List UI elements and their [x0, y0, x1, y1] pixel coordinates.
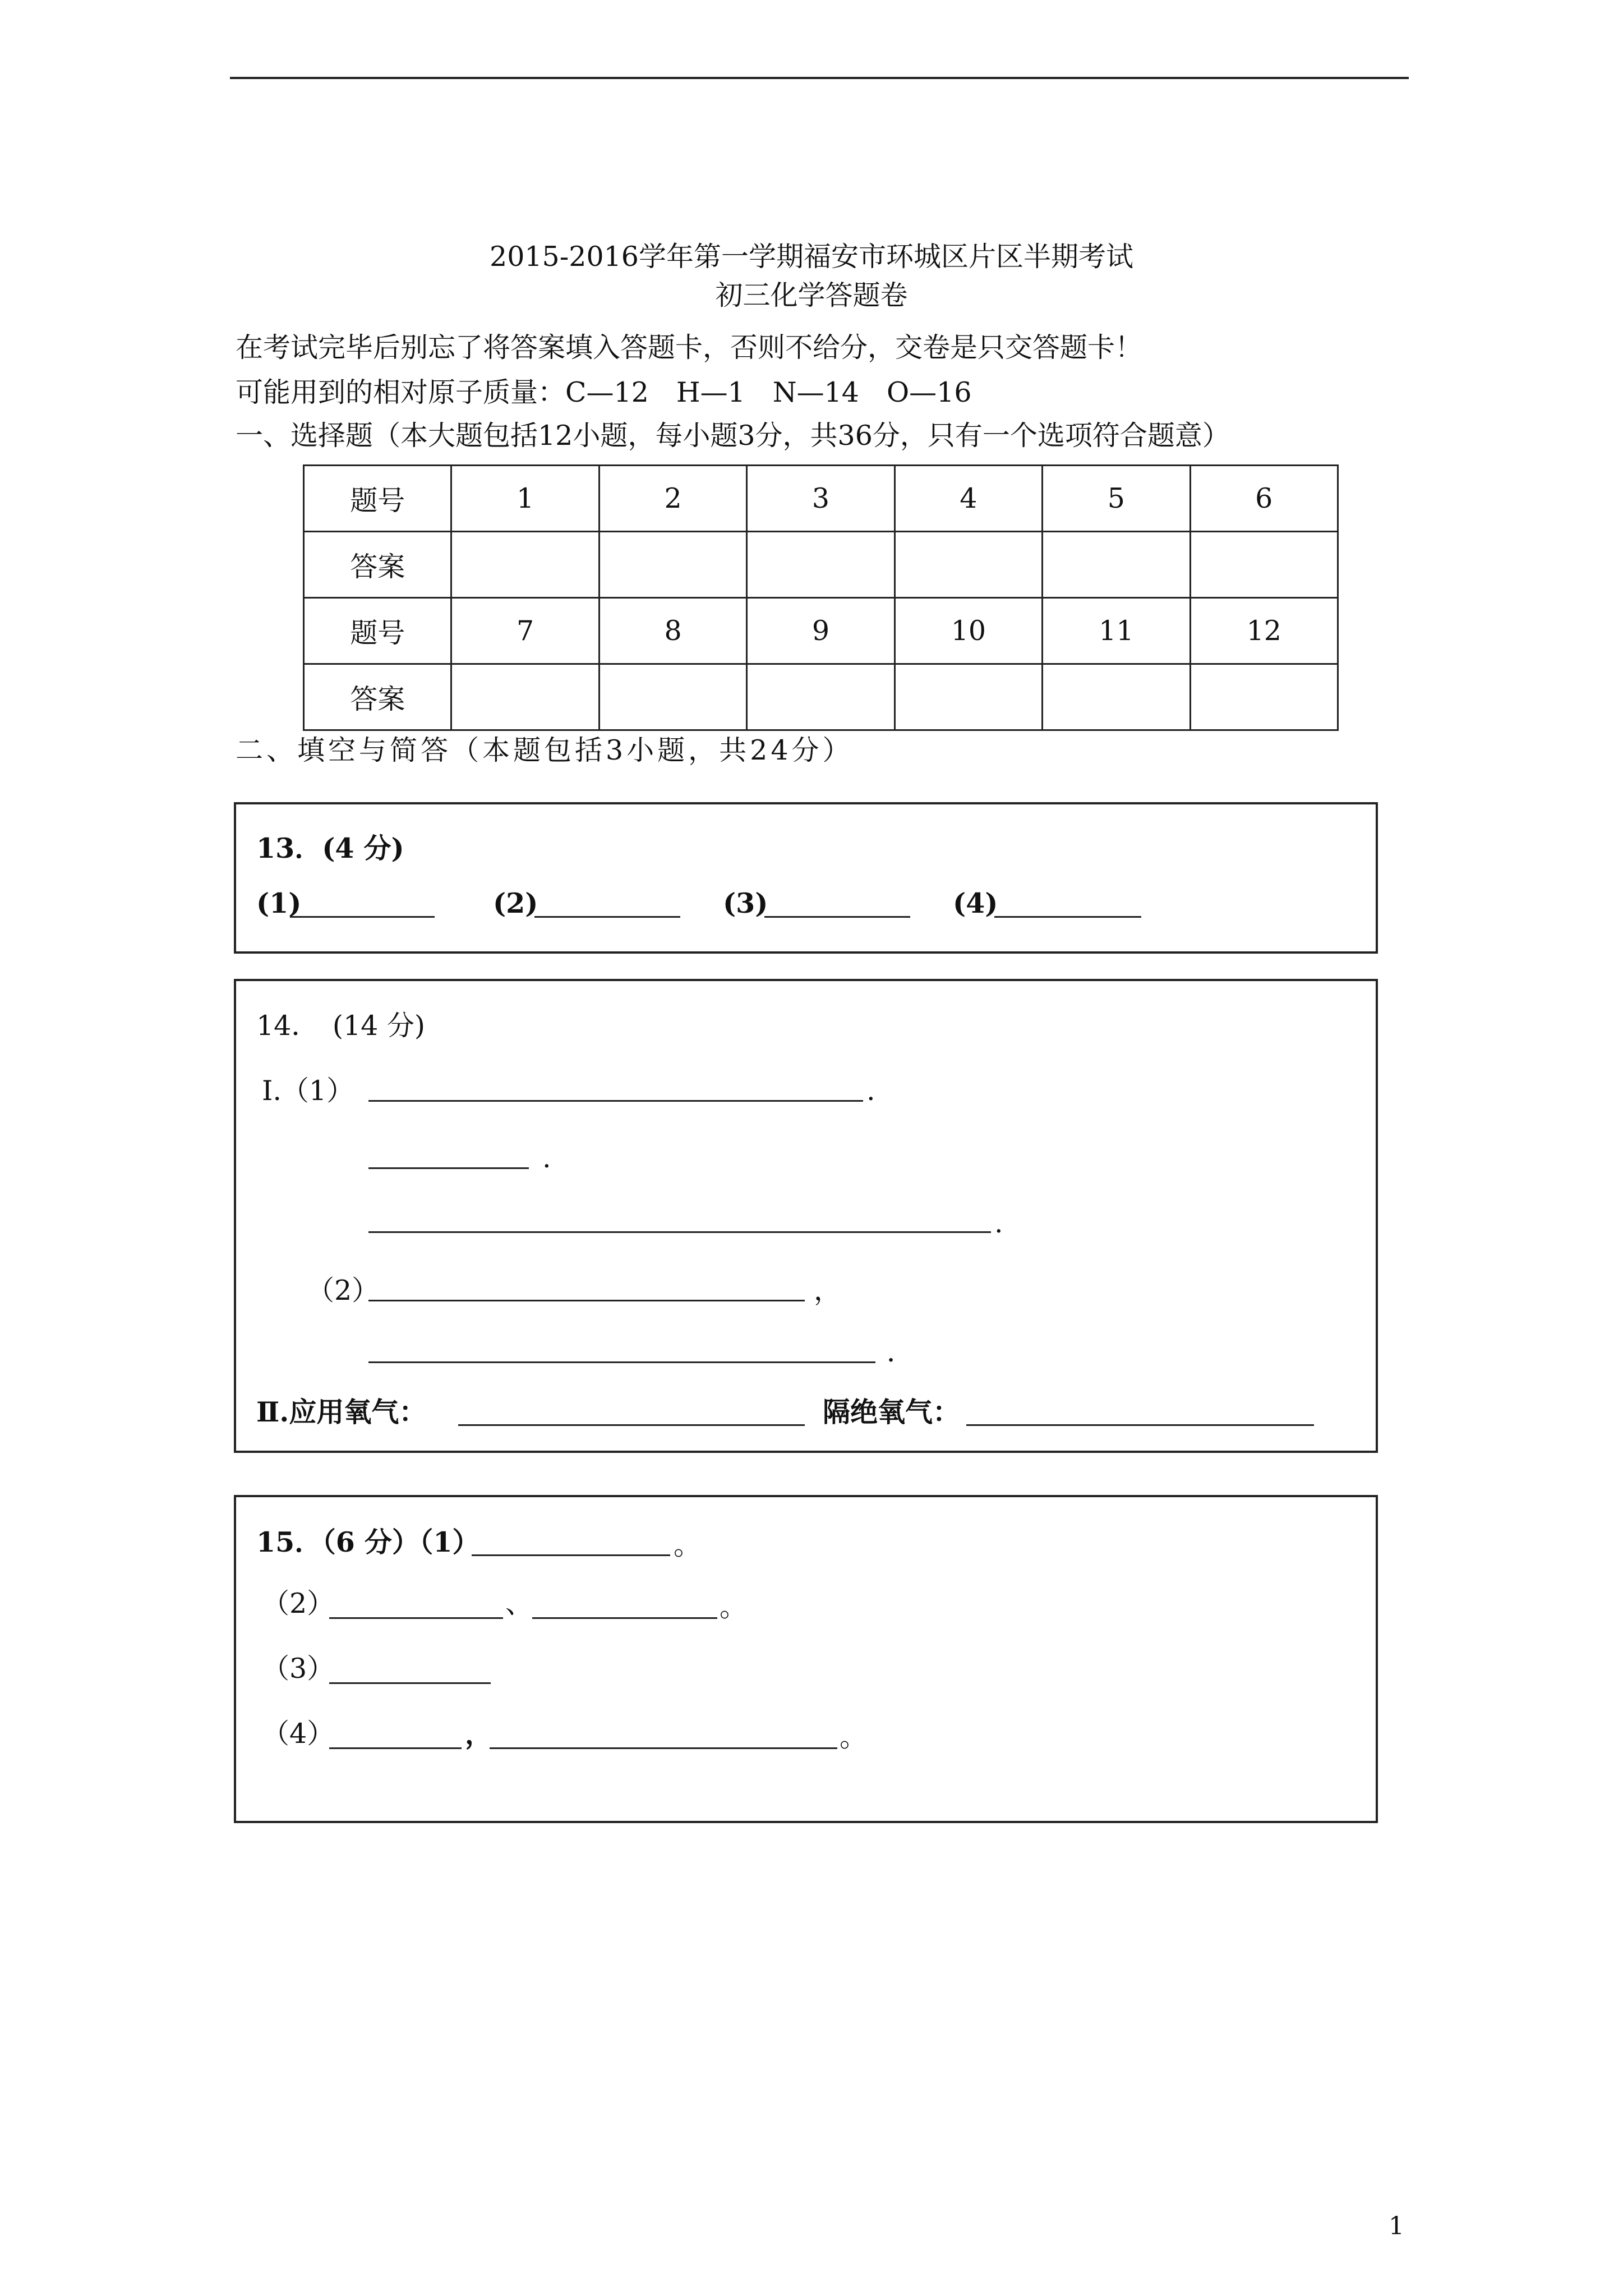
answer-cell[interactable]	[451, 664, 599, 730]
q15-answer-blank-3[interactable]	[532, 1617, 717, 1619]
table-row	[304, 466, 1338, 532]
answer-cell[interactable]	[599, 664, 746, 730]
q13-answer-blank-4[interactable]	[994, 916, 1141, 918]
q14-period: .	[542, 1142, 551, 1174]
row-label-number: 题号	[304, 598, 451, 664]
q14-answer-blank-4[interactable]	[368, 1300, 805, 1301]
q15-answer-blank-4[interactable]	[329, 1682, 491, 1684]
q13-part3-label: (3)	[723, 887, 768, 919]
question-15-box	[234, 1495, 1378, 1823]
table-row	[304, 664, 1338, 730]
question-13-box	[234, 802, 1378, 954]
q14-answer-blank-6[interactable]	[458, 1424, 805, 1426]
question-number-cell: 3	[747, 466, 895, 532]
answer-cell[interactable]	[747, 664, 895, 730]
q14-answer-blank-7[interactable]	[966, 1424, 1314, 1426]
q13-part1-label: (1)	[256, 887, 302, 919]
q15-answer-blank-1[interactable]	[472, 1554, 670, 1556]
q14-part2-label: （2）	[307, 1274, 380, 1306]
q14-period: .	[866, 1075, 875, 1107]
row-label-number: 题号	[304, 466, 451, 532]
q14-answer-blank-1[interactable]	[368, 1100, 863, 1102]
q15-answer-blank-2[interactable]	[329, 1617, 503, 1619]
answer-cell[interactable]	[1043, 664, 1190, 730]
q15-title: 15．（6 分）（1）	[256, 1526, 480, 1558]
answer-cell[interactable]	[599, 532, 746, 598]
q13-answer-blank-3[interactable]	[764, 916, 910, 918]
q14-comma: ，	[814, 1274, 842, 1306]
q14-answer-blank-3[interactable]	[368, 1231, 991, 1233]
q15-part4-label: （4）	[262, 1718, 335, 1750]
q14-answer-blank-5[interactable]	[368, 1361, 875, 1363]
question-number-cell: 2	[599, 466, 746, 532]
table-row	[304, 598, 1338, 664]
multiple-choice-answer-table	[303, 464, 1339, 731]
q13-answer-blank-2[interactable]	[534, 916, 680, 918]
question-number-cell: 10	[895, 598, 1042, 664]
question-number-cell: 8	[599, 598, 746, 664]
q14-part3-label: Ⅱ.应用氧气：	[256, 1396, 427, 1428]
question-number-cell: 12	[1190, 598, 1338, 664]
q15-answer-blank-5[interactable]	[329, 1747, 462, 1749]
question-number-cell: 1	[451, 466, 599, 532]
atomic-masses: 可能用到的相对原子质量：C—12 H—1 N—14 O—16	[236, 376, 972, 408]
question-number-cell: 7	[451, 598, 599, 664]
answer-cell[interactable]	[895, 664, 1042, 730]
table-row	[304, 532, 1338, 598]
row-label-answer: 答案	[304, 532, 451, 598]
q14-period: .	[994, 1207, 1003, 1239]
q15-part2-label: （2）	[262, 1588, 335, 1619]
page-number: 1	[1389, 2212, 1404, 2240]
q15-dun-mark: 、	[505, 1588, 533, 1619]
exam-subtitle: 初三化学答题卷	[715, 279, 908, 311]
q14-part1-label: Ⅰ.（1）	[262, 1075, 354, 1107]
submission-notice: 在考试完毕后别忘了将答案填入答题卡，否则不给分，交卷是只交答题卡！	[236, 332, 1143, 364]
q13-part2-label: (2)	[493, 887, 538, 919]
answer-cell[interactable]	[1190, 664, 1338, 730]
question-number-cell: 5	[1043, 466, 1190, 532]
answer-cell[interactable]	[1043, 532, 1190, 598]
q13-title: 13．(4 分)	[256, 832, 404, 864]
header-rule	[230, 77, 1409, 79]
q14-period: ．	[887, 1336, 915, 1368]
q14-title: 14． (14 分)	[256, 1010, 426, 1042]
question-number-cell: 9	[747, 598, 895, 664]
q15-full-stop: 。	[840, 1721, 868, 1753]
q14-part3-label2: 隔绝氧气：	[823, 1396, 961, 1428]
answer-cell[interactable]	[747, 532, 895, 598]
section2-heading: 二、填空与简答（本题包括3小题，共24分）	[236, 734, 854, 766]
q13-part4-label: (4)	[953, 887, 998, 919]
question-number-cell: 6	[1190, 466, 1338, 532]
q14-answer-blank-2[interactable]	[368, 1167, 529, 1169]
exam-title: 2015-2016学年第一学期福安市环城区片区半期考试	[490, 241, 1133, 273]
q13-answer-blank-1[interactable]	[290, 916, 435, 918]
q15-full-stop: 。	[674, 1529, 702, 1561]
answer-cell[interactable]	[451, 532, 599, 598]
q15-comma: ，	[465, 1718, 493, 1750]
question-number-cell: 4	[895, 466, 1042, 532]
q15-answer-blank-6[interactable]	[490, 1747, 837, 1749]
answer-cell[interactable]	[895, 532, 1042, 598]
answer-cell[interactable]	[1190, 532, 1338, 598]
q15-full-stop: 。	[720, 1591, 748, 1623]
section1-heading: 一、选择题（本大题包括12小题，每小题3分，共36分，只有一个选项符合题意）	[236, 420, 1230, 452]
row-label-answer: 答案	[304, 664, 451, 730]
question-14-box	[234, 979, 1378, 1453]
q15-part3-label: （3）	[262, 1653, 335, 1685]
question-number-cell: 11	[1043, 598, 1190, 664]
